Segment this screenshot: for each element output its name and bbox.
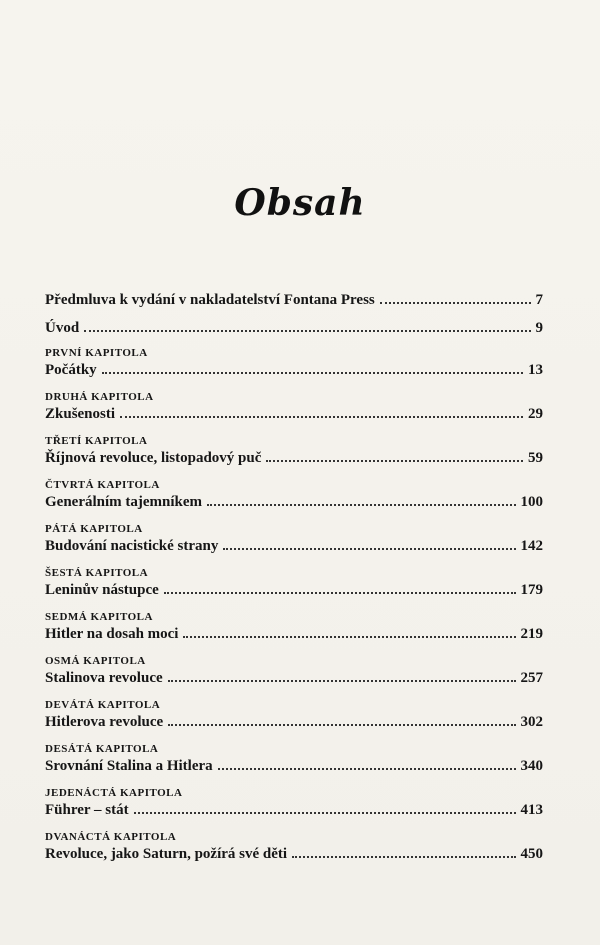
toc-entry	[45, 478, 543, 522]
chapter-label: SEDMÁ KAPITOLA	[45, 611, 153, 623]
chapter-label: PÁTÁ KAPITOLA	[45, 523, 143, 535]
entry-title: Führer – stát	[45, 802, 129, 818]
chapter-label: TŘETÍ KAPITOLA	[45, 435, 148, 447]
toc-entry	[45, 434, 543, 478]
chapter-label: OSMÁ KAPITOLA	[45, 655, 146, 667]
entry-title: Říjnová revoluce, listopadový puč	[45, 450, 262, 466]
entry-page: 219	[520, 626, 543, 642]
toc-entry	[45, 318, 543, 346]
entry-page: 302	[520, 714, 543, 730]
dot-leader	[134, 800, 516, 814]
entry-title: Srovnání Stalina a Hitlera	[45, 758, 213, 774]
chapter-label: ČTVRTÁ KAPITOLA	[45, 479, 160, 491]
entry-title: Zkušenosti	[45, 406, 116, 422]
entry-title: Úvod	[45, 320, 80, 336]
entry-title: Stalinova revoluce	[45, 670, 163, 686]
entry-title: Generálním tajemníkem	[45, 494, 203, 510]
entry-page: 179	[520, 582, 543, 598]
dot-leader	[292, 844, 515, 858]
toc-entry	[45, 698, 543, 742]
toc-entry	[45, 290, 543, 318]
entry-page: 142	[520, 538, 543, 554]
chapter-label: JEDENÁCTÁ KAPITOLA	[45, 787, 183, 799]
entry-title: Revoluce, jako Saturn, požírá své děti	[45, 846, 288, 862]
dot-leader	[164, 580, 516, 594]
dot-leader	[120, 404, 523, 418]
toc-entry	[45, 522, 543, 566]
toc-entry	[45, 390, 543, 434]
dot-leader	[207, 492, 515, 506]
entry-page: 29	[528, 406, 543, 422]
entry-page: 340	[520, 758, 543, 774]
entry-title: Budování nacistické strany	[45, 538, 219, 554]
entry-page: 9	[535, 320, 543, 336]
entry-title: Předmluva k vydání v nakladatelství Fontana Press	[45, 292, 375, 308]
entry-title: Hitler na dosah moci	[45, 626, 179, 642]
toc-entry	[45, 742, 543, 786]
toc-entry	[45, 610, 543, 654]
chapter-label: PRVNÍ KAPITOLA	[45, 347, 148, 359]
dot-leader	[183, 624, 515, 638]
dot-leader	[168, 668, 516, 682]
dot-leader	[266, 448, 523, 462]
entry-page: 100	[520, 494, 543, 510]
chapter-label: DEVÁTÁ KAPITOLA	[45, 699, 161, 711]
toc-entry	[45, 830, 543, 874]
entry-page: 257	[520, 670, 543, 686]
entry-page: 7	[535, 292, 543, 308]
page-title: Obsah	[234, 182, 366, 224]
dot-leader	[223, 536, 515, 550]
chapter-label: DRUHÁ KAPITOLA	[45, 391, 154, 403]
entry-title: Hitlerova revoluce	[45, 714, 164, 730]
entry-title: Leninův nástupce	[45, 582, 159, 598]
chapter-label: ŠESTÁ KAPITOLA	[45, 567, 149, 579]
toc-entry	[45, 566, 543, 610]
toc-entry	[45, 346, 543, 390]
chapter-label: DVANÁCTÁ KAPITOLA	[45, 831, 177, 843]
entry-page: 413	[520, 802, 543, 818]
table-of-contents	[45, 290, 543, 874]
entry-page: 59	[528, 450, 543, 466]
entry-title: Počátky	[45, 362, 97, 378]
toc-entry	[45, 654, 543, 698]
toc-entry	[45, 786, 543, 830]
dot-leader	[380, 290, 531, 304]
chapter-label: DESÁTÁ KAPITOLA	[45, 743, 159, 755]
dot-leader	[218, 756, 516, 770]
entry-page: 13	[528, 362, 543, 378]
dot-leader	[102, 360, 523, 374]
entry-page: 450	[520, 846, 543, 862]
dot-leader	[84, 318, 530, 332]
dot-leader	[168, 712, 515, 726]
